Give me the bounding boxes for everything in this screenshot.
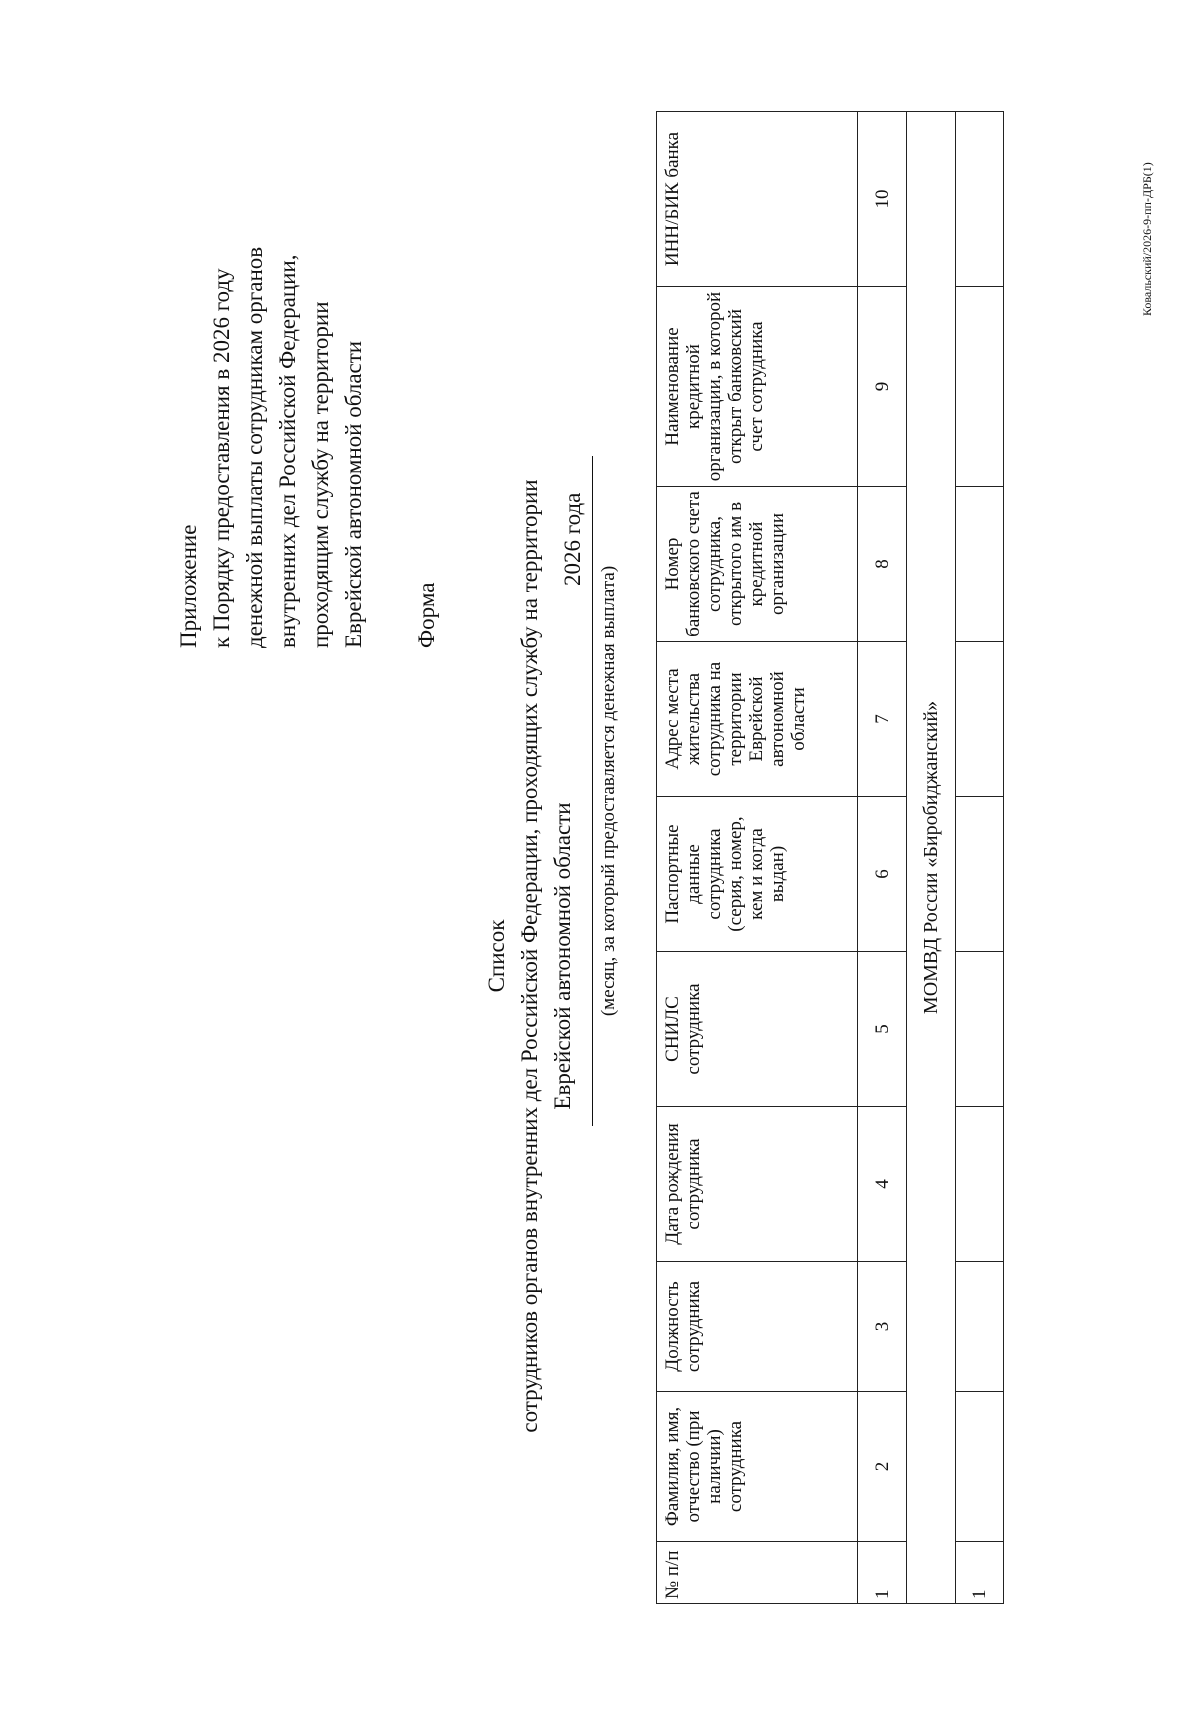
title-line: сотрудников органов внутренних дел Российской Федерации, проходящих службу на территории: [517, 479, 542, 1433]
table-cell: [956, 487, 1004, 642]
appendix-block: [172, 88, 370, 648]
column-number: 10: [858, 112, 907, 287]
header-row: [657, 112, 858, 1604]
col-header-birthdate: Дата рождения сотрудника: [657, 1107, 858, 1262]
appendix-line: Еврейской автономной области: [341, 340, 366, 648]
department-row: [907, 112, 956, 1604]
table-cell: [956, 1392, 1004, 1542]
appendix-line: денежной выплаты сотрудникам органов: [242, 246, 267, 648]
appendix-line: к Порядку предоставления в 2026 году: [209, 268, 234, 648]
appendix-line: внутренних дел Российской Федерации,: [275, 254, 300, 648]
column-number: 8: [858, 487, 907, 642]
table-row: [956, 112, 1004, 1604]
appendix-line: Приложение: [176, 524, 201, 648]
department-name: МОМВД России «Биробиджанский»: [907, 112, 956, 1604]
title-line: Список: [484, 919, 509, 993]
table-cell: [956, 952, 1004, 1107]
year-label: 2026 года: [560, 492, 585, 586]
title-line: Еврейской автономной области: [550, 802, 575, 1110]
column-number: 1: [858, 1542, 907, 1604]
column-number: 2: [858, 1392, 907, 1542]
col-header-position: Должность сотрудника: [657, 1262, 858, 1392]
col-header-number: № п/п: [657, 1542, 858, 1604]
column-number: 4: [858, 1107, 907, 1262]
table-cell: [956, 797, 1004, 952]
appendix-line: проходящим службу на территории: [308, 301, 333, 648]
col-header-inn-bik: ИНН/БИК банка: [657, 112, 858, 287]
col-header-account: Номер банковского счета сотрудника, открытого им в кредитной организации: [657, 487, 858, 642]
month-blank-line: [592, 456, 593, 1126]
month-caption: (месяц, за который предоставляется денежная выплата): [598, 565, 619, 1017]
column-number: 5: [858, 952, 907, 1107]
table-cell: [956, 642, 1004, 797]
column-number: 9: [858, 287, 907, 487]
column-number: 7: [858, 642, 907, 797]
column-number-row: [858, 112, 907, 1604]
table-cell: 1: [956, 1542, 1004, 1604]
col-header-name: Фамилия, имя, отчество (при наличии) сотрудника: [657, 1392, 858, 1542]
table-cell: [956, 112, 1004, 287]
table-cell: [956, 287, 1004, 487]
col-header-bank-name: Наименование кредитной организации, в которой открыт банковский счет сотрудника: [657, 287, 858, 487]
col-header-snils: СНИЛС сотрудника: [657, 952, 858, 1107]
document-code: Ковальский/2026-9-пп-ДРБ(1): [1140, 162, 1154, 316]
employee-table: [656, 111, 1004, 1604]
table-cell: [956, 1107, 1004, 1262]
col-header-address: Адрес места жительства сотрудника на территории Еврейской автономной области: [657, 642, 858, 797]
col-header-passport: Паспортные данные сотрудника (серия, номер, кем и когда выдан): [657, 797, 858, 952]
form-label: Форма: [414, 582, 439, 648]
column-number: 6: [858, 797, 907, 952]
column-number: 3: [858, 1262, 907, 1392]
table-cell: [956, 1262, 1004, 1392]
